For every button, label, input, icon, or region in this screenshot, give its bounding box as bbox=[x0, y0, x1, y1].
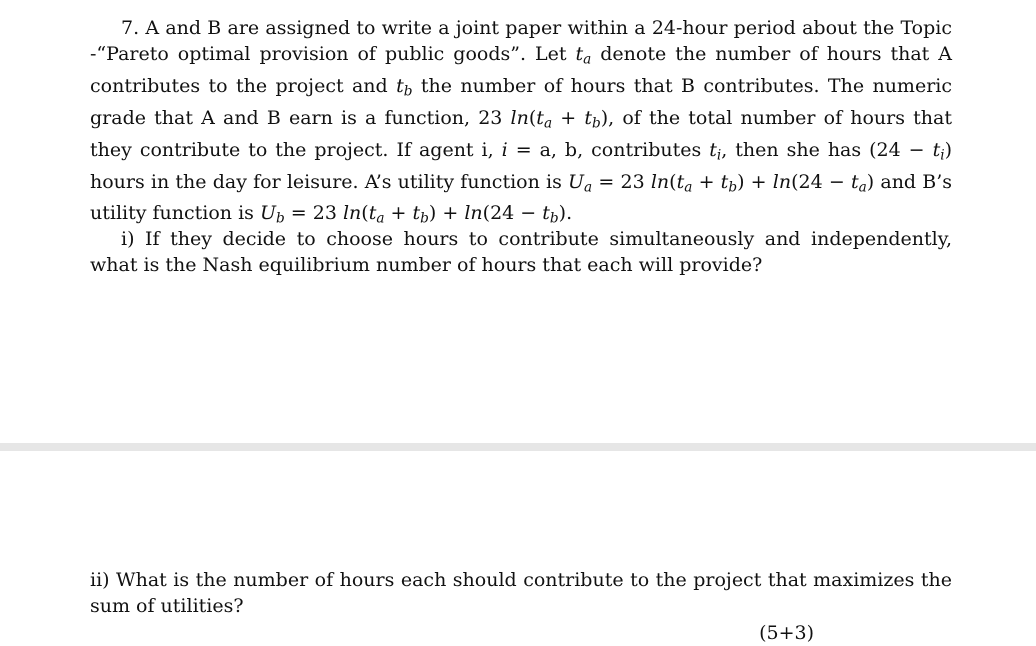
agent-index: i = a, b bbox=[501, 138, 578, 161]
utility-b: $U_b = 23$ $\ln(t_a + t_b) + \ln(24 - t_b)$ bbox=[259, 202, 567, 227]
var-ti-leisure: $t_i$ bbox=[932, 138, 945, 164]
var-ti: $t_i$ bbox=[709, 138, 722, 164]
question-panel-bottom bbox=[0, 451, 1036, 644]
var-tb: $t_b$ bbox=[396, 75, 413, 100]
marks-allocation: (5+3) bbox=[759, 621, 814, 644]
section-divider bbox=[0, 443, 1036, 451]
part-ii-question: ii) What is the number of hours each should contribute to the project that maximizes the sum of utilities? (5+3) bbox=[90, 567, 952, 646]
utility-a: $U_a = 23$ $\ln(t_a + t_b) + \ln(24 - t_a)$ bbox=[568, 170, 875, 196]
question-statement: 7. A and B are assigned to write a joint paper within a 24-hour period about the Topic -“Pareto optimal provision of public goods”. Let $t_a$ denote the number of hours that A contributes to the project and $t_b$ the number of hours that B contributes. The numeric grade that A and B earn is a function, 23 $\ln(t_a + t_b)$, of the total number of hours that they contribute to the project. If agent i, i = a, b, contributes $t_i$, then she has $(24 - t_i)$ hours in the day for leisure. A’s utility function is $U_a = 23$ $\ln(t_a + t_b) + \ln(24 - t_a)$ and B’s utility function is $U_b = 23$ $\ln(t_a + t_b) + \ln(24 - t_b)$. bbox=[90, 17, 953, 227]
grade-function: $\ln(t_a + t_b)$ bbox=[510, 107, 609, 132]
part-i-question: i) If they decide to choose hours to contribute simultaneously and independently, what is the Nash equilibrium number of hours that each will provide? bbox=[90, 228, 952, 277]
var-ta: $t_a$ bbox=[575, 43, 592, 68]
question-number: 7. bbox=[121, 17, 140, 39]
